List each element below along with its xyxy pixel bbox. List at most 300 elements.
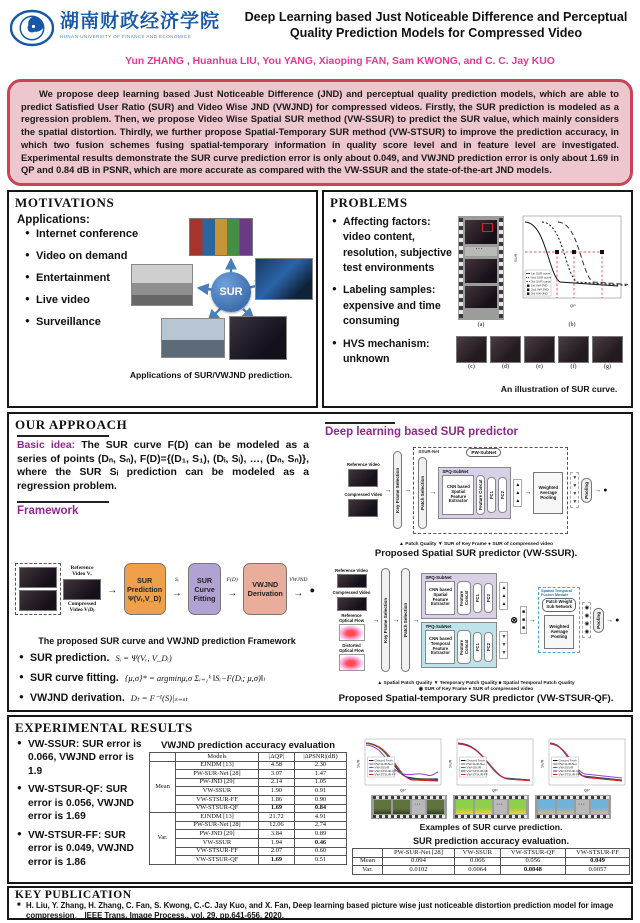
input-item (345, 493, 383, 517)
face-image (490, 336, 521, 363)
table-row (353, 866, 630, 875)
subnet-label: SPQ-SubNet (425, 574, 452, 580)
list-item: ● Entertainment (25, 272, 316, 284)
cell: 0.84 (295, 804, 347, 813)
cell: 0.066 (454, 857, 500, 866)
reference-video-input (63, 565, 101, 614)
divider (17, 501, 109, 503)
key-frame-sur-column (570, 472, 579, 508)
problems-list (332, 215, 454, 367)
results-bullets (17, 738, 145, 869)
legend-entry: 1st VW-JND (531, 283, 548, 288)
input-item (333, 614, 371, 641)
roi-box (482, 223, 493, 232)
axis-label: SUR (539, 759, 545, 768)
diagram-legend: ▲ Patch Quality ▼ SUR of Key Frame ● SUR of compressed video (399, 542, 553, 547)
legend-entry: 2nd SUR curve (531, 275, 552, 280)
output-dot-icon (310, 580, 315, 598)
university-logo (10, 6, 220, 50)
authors-line: Yun ZHANG , Huanhua LIU, You YANG, Xiaoping FAN, Sam KWONG, and C. C. Jay KUO (125, 56, 555, 67)
cnn-temporal-extractor: CNN based Temporal Feature Extractor (425, 630, 455, 664)
table-row (150, 795, 347, 804)
legend-entry: 3rd VW-JND (531, 291, 548, 296)
fc1: FC1 (487, 477, 496, 513)
framework-heading: Framework (17, 504, 79, 517)
reference-text: H. Liu, Y. Zhang, H. Zhang, C. Fan, S. Kwong, C.-C. Jay Kuo, and X. Fan, Deep learning based picture wise just noticeable distortion prediction model for image compression (26, 901, 614, 921)
legend-entry: 2nd VW-JND (531, 287, 549, 292)
framework-diagram (15, 546, 315, 632)
inputs (345, 463, 383, 516)
problems-section (322, 190, 633, 408)
cell: PW-SUR-Net [28] (176, 821, 259, 830)
ssur-net-box (413, 447, 568, 534)
filmstrip (535, 795, 611, 819)
feature-concat: Feature Concat (457, 581, 471, 615)
bullet-label: SUR prediction. (30, 652, 110, 664)
weighted-average-pooling: Weighted Average Pooling (533, 472, 563, 514)
reference (17, 901, 623, 921)
diagram-caption: Proposed Spatial SUR predictor (VW-SSUR). (374, 548, 578, 559)
arrow-right-icon (372, 617, 379, 624)
motivations-section (7, 190, 318, 408)
fc1: FC1 (473, 632, 482, 662)
filmstrip (453, 795, 529, 819)
key-publication-section (7, 886, 633, 920)
frame (475, 800, 492, 814)
input-label: Compressed Video (344, 492, 383, 497)
group-label: Mean (150, 761, 176, 813)
applications-collage (125, 214, 317, 366)
basic-idea (17, 439, 309, 494)
cell: EJNDM [13] (176, 813, 259, 822)
frame (509, 800, 526, 814)
input-label: Reference Video (335, 567, 368, 573)
face-labels (456, 364, 632, 370)
col-header: |ΔQP| (259, 753, 295, 762)
sur-curve-illustration (456, 212, 632, 408)
cell: 0.0064 (454, 866, 500, 875)
surveillance-image (161, 318, 225, 358)
logo-text (60, 6, 220, 39)
fusion-label: Spatial Temporal Fusion Module (540, 588, 573, 598)
output-dot-icon (615, 617, 619, 624)
cell: 0.0102 (383, 866, 455, 875)
divider (325, 422, 395, 424)
video-thumb (63, 579, 101, 600)
vw-stsur-diagram (333, 561, 620, 679)
results-section (7, 715, 633, 884)
list-item: ● Labeling samples: expensive and time consuming (332, 283, 454, 329)
row-label: Mean (353, 857, 383, 866)
problems-heading: PROBLEMS (330, 195, 408, 210)
subfig-label: (e) (536, 364, 543, 370)
frame (538, 800, 555, 814)
arrow-right-icon (289, 577, 308, 601)
arrow-right-icon (392, 617, 399, 624)
list-item: ● Surveillance (25, 316, 316, 328)
cell: 2.74 (295, 821, 347, 830)
list-item: ● Affecting factors: video content, resolution, subjective test environments (332, 215, 454, 276)
university-name-en: HUNAN UNIVERSITY OF FINANCE AND ECONOMICS (60, 34, 191, 39)
video-frame (465, 220, 497, 244)
table-row (150, 847, 347, 856)
diagram-caption: Proposed Spatial-temporary SUR predictor (VW-STSUR-QF). (338, 693, 614, 704)
col-header: PW-SUR-Net [28] (383, 849, 455, 858)
table-row (150, 856, 347, 865)
arrow-right-icon (429, 489, 436, 496)
table-header-row (353, 849, 630, 858)
pooling-block: Pooling (581, 478, 592, 503)
list-item: ● Video on demand (25, 250, 316, 262)
frame (456, 800, 473, 814)
cell: VW-SSUR (176, 838, 259, 847)
arrow-right-icon (103, 580, 122, 598)
cell: VW-STSUR-FF (176, 795, 259, 804)
cell: VW-STSUR-FF (176, 847, 259, 856)
svg-text:SUR: SUR (513, 253, 518, 262)
cell: 0.60 (295, 847, 347, 856)
output-dot-icon (603, 487, 607, 494)
sur-badge: SUR (211, 272, 251, 312)
diagram-legend: ▲ Spatial Patch Quality ▼ Temporary Patch Quality ■ Spatial Temporal Patch Quality (377, 681, 575, 686)
col-header: VW-STSUR-FF (566, 849, 630, 858)
ellipsis (576, 800, 589, 814)
col-header: VW-STSUR-QF (500, 849, 565, 858)
axis-label: QP (400, 787, 406, 793)
framework-caption: The proposed SUR curve and VWJND prediction Framework (38, 636, 296, 646)
legend-entry: VW-STSUR-QF (558, 769, 581, 773)
arrow-right-icon (384, 487, 391, 494)
sur-table (352, 848, 630, 875)
frame (557, 800, 574, 814)
approach-section (7, 412, 633, 712)
cell: 1.69 (259, 804, 295, 813)
table-row (150, 821, 347, 830)
table-row (150, 804, 347, 813)
frame (427, 800, 444, 814)
legend-entry: 3rd SUR curve (531, 279, 551, 284)
frame (591, 800, 608, 814)
feature-concat: Feature Concat (457, 630, 471, 664)
axis-label: QP (584, 787, 590, 793)
fc2: FC2 (484, 583, 493, 613)
legend-entry: VW-SSUR (374, 765, 390, 770)
input-label: Compressed Video (332, 590, 371, 596)
patch-selection: Patch Selection (418, 457, 427, 529)
list-item: ● HVS mechanism: unknown (332, 337, 454, 368)
cell: 0.46 (295, 838, 347, 847)
cell: 1.47 (295, 770, 347, 779)
results-heading: EXPERIMENTAL RESULTS (15, 720, 193, 735)
list-item: ● Live video (25, 294, 316, 306)
table-row (150, 787, 347, 796)
cell: 0.056 (500, 857, 565, 866)
sur-curve-plot (512, 212, 628, 324)
cell: 0.89 (295, 830, 347, 839)
predictor-heading: Deep learning based SUR predictor (325, 426, 518, 438)
cell: 1.86 (259, 795, 295, 804)
divider (17, 435, 109, 437)
svg-text:QP: QP (570, 303, 576, 308)
feature-concat: Feature Concat (476, 475, 485, 515)
cell: VW-SSUR (176, 787, 259, 796)
sur-examples-block (351, 735, 631, 875)
cell: PW-JND [29] (176, 778, 259, 787)
arrow-right-icon (524, 489, 531, 496)
legend-entry: Ground Truth (466, 758, 485, 763)
video-thumb (337, 574, 367, 588)
cell: 12.06 (259, 821, 295, 830)
cell: 1.94 (259, 838, 295, 847)
basic-idea-text: The SUR curve F(D) can be modeled as a series of points (Dₙ, Sₙ), F(D)={(D₁, S₁), (Dᵢ, Sᵢ), …, (Dₙ, Sₙ)}, where the SUR Sᵢ prediction can be modeled as a regression problem. (17, 440, 310, 493)
patch-quality-column (513, 479, 522, 507)
cell: PW-SUR-Net [28] (176, 770, 259, 779)
input-item (333, 644, 371, 671)
key-frame-selection: Key Frame Selection (381, 568, 390, 672)
table-row (150, 838, 347, 847)
cell: 0.049 (566, 857, 630, 866)
reference-video-label: Reference Video Vᵣ (70, 564, 94, 578)
col-header: Models (176, 753, 259, 762)
applications-label: Applications: (17, 214, 90, 226)
input-label: Reference Video (347, 462, 380, 468)
faces-row (456, 336, 632, 363)
reference-comma: ， (74, 911, 83, 921)
table-row (150, 778, 347, 787)
inputs (333, 569, 371, 672)
subfig-label: (b) (568, 322, 576, 328)
vwjnd-table (149, 752, 347, 865)
col-header: VW-SSUR (454, 849, 500, 858)
cell: PW-JND [29] (176, 830, 259, 839)
table-header-row (150, 753, 347, 762)
arrow-right-icon (606, 617, 613, 624)
figure-caption: Applications of SUR/VWJND prediction. (129, 370, 293, 380)
table-row (150, 770, 347, 779)
fc1: FC1 (473, 583, 482, 613)
arrow-label: VWJND (289, 577, 308, 583)
subfig-label: (f) (570, 364, 577, 370)
bullet-label: SUR curve fitting. (30, 672, 119, 684)
multiply-icon (510, 615, 518, 626)
university-emblem-icon (10, 6, 54, 50)
temporal-quality-column (499, 631, 508, 659)
reference-venue: IEEE Trans. Image Process., vol. 29, pp.641-656, 2020. (84, 911, 284, 921)
key-frame-selection: Key Frame Selection (393, 451, 402, 529)
cnn-spatial-extractor: CNN based Spatial Feature Extractor (425, 581, 455, 615)
formula: {μ,σ}* = argminμ,σ Σᵢ₌₁ᵏ ‖Sᵢ−F(Dᵢ; μ,σ)‖ₗ (124, 673, 265, 683)
formula: Sᵢ = Ψ(Vᵣ, V_Dᵢ) (115, 653, 172, 663)
cell: 21.72 (259, 813, 295, 822)
legend-entry: VW-STSUR-QF (374, 769, 397, 773)
live-studio-image (229, 316, 287, 360)
table-row (353, 857, 630, 866)
cell: 3.84 (259, 830, 295, 839)
legend-entry: PW-SUR-Net (466, 762, 485, 766)
axis-label: SUR (447, 759, 453, 768)
optical-flow-thumb (339, 654, 365, 671)
legend-entry: 1st SUR curve (531, 271, 551, 276)
input-label: Distorted Optical Flow (339, 643, 364, 653)
sur-plot (355, 735, 443, 793)
cell: 4.91 (295, 813, 347, 822)
legend-entry: VW-SSUR (466, 765, 482, 770)
diagram-legend: ◉ SUR of Key Frame ● SUR of compressed video (418, 687, 534, 692)
list-item: ● VW-SSUR: SUR error is 0.066, VWJND error is 1.9 (17, 738, 145, 778)
cell: VW-STSUR-QF (176, 856, 259, 865)
arrow-right-icon (412, 617, 419, 624)
table-row (150, 813, 347, 822)
net-label: SSUR-Net (418, 448, 440, 454)
legend-entry: VW-STSUR-FF (558, 772, 580, 777)
patch-selection: Patch Selection (401, 568, 410, 672)
approach-bullets (19, 652, 317, 712)
basic-idea-label: Basic idea: (17, 440, 76, 451)
table-title: SUR prediction accuracy evaluation. (412, 836, 570, 846)
patch-weight-subnetwork: Patch Weight Sub Network (542, 598, 576, 612)
pw-subnet: PW-SubNet (466, 448, 501, 457)
cell: 0.094 (383, 857, 455, 866)
list-item: ● VW-STSUR-FF: SUR error is 0.049, VWJND error is 1.86 (17, 829, 145, 869)
input-label: Reference Optical Flow (339, 612, 364, 623)
tpq-subnet (421, 622, 497, 668)
cell: 1.69 (259, 856, 295, 865)
legend-entry: Ground Truth (558, 758, 577, 763)
cell: 0.90 (295, 795, 347, 804)
filmstrip (371, 795, 447, 819)
subfig-label: (d) (502, 364, 509, 370)
cell: 0.0048 (500, 866, 565, 875)
table-title: VWJND prediction accuracy evaluation (160, 739, 335, 750)
video-frame (465, 286, 497, 308)
spq-subnet (438, 467, 511, 519)
frame (374, 800, 391, 814)
cell: 2.07 (259, 847, 295, 856)
fusion-module (538, 587, 580, 653)
subnet-stack (421, 573, 508, 668)
cell: EJNDM [13] (176, 761, 259, 770)
sur-prediction-block: SUR Prediction Ψ(Vᵣ,V_D) (124, 563, 166, 615)
arrow-right-icon (168, 577, 187, 601)
cell: 0.0057 (566, 866, 630, 875)
cell: 2.14 (259, 778, 295, 787)
legend-entry: VW-STSUR-QF (466, 769, 489, 773)
video-thumb (337, 597, 367, 611)
subfig-label: (a) (477, 322, 485, 328)
arrow-right-icon (594, 487, 601, 494)
list-item: ● VW-STSUR-QF: SUR error is 0.056, VWJND error is 1.69 (17, 783, 145, 823)
input-item (333, 569, 371, 589)
video-frame (465, 259, 497, 283)
arrow-label: Sᵢ (175, 577, 179, 583)
sur-plot (539, 735, 627, 793)
input-item (345, 463, 383, 487)
fc2: FC2 (498, 477, 507, 513)
vwjnd-derivation-block: VWJND Derivation (243, 563, 287, 615)
sur-plot (447, 735, 535, 793)
legend-entry: VW-STSUR-FF (374, 772, 396, 777)
weighted-average-pooling: Weighted Average Pooling (544, 615, 574, 649)
arrow-right-icon (404, 487, 411, 494)
motivations-heading: MOTIVATIONS (15, 195, 115, 210)
arrow-label: F(D) (226, 577, 238, 583)
spatial-quality-column (499, 582, 508, 610)
input-item (333, 591, 371, 611)
face-image (592, 336, 623, 363)
vwjnd-table-block (149, 739, 347, 865)
legend-entry: VW-SSUR (558, 765, 574, 770)
axis-label: SUR (355, 759, 361, 768)
cell: 4.58 (259, 761, 295, 770)
video-on-demand-image (189, 218, 253, 256)
video-filmstrip (458, 216, 504, 320)
cell: 0.51 (295, 856, 347, 865)
key-publication-heading: KEY PUBLICATION (15, 889, 132, 901)
list-item (19, 652, 317, 664)
abstract-text: We propose deep learning based Just Noticeable Difference (JND) and perceptual quality prediction models, which are able to predict Satisfied User Ratio (SUR) and Video Wise JND (VWJND) for compressed videos. Firstly, the SUR prediction is modeled as a regression problem. Then, we propose Video Wise Spatial SUR method (VW-SSUR) to predict the SUR value, which mainly considers the spatial distortion. Thirdly, we further propose Spatial-Temporary SUR method (VW-STSUR) to improve the prediction accuracy, in which two fusion schemes fusing spatial-temporary information in quality score level and in feature level are investigated. Experimental results demonstrate the SUR curve prediction error is only about 0.049, and VWJND prediction error is only about 1.69 in QP and 0.84 dB in PSNR, which are more accurate as compared with the VW-SSUR and the state-of-the-art JND models. (21, 89, 619, 176)
face-image (456, 336, 487, 363)
legend-entry: VW-STSUR-FF (466, 772, 488, 777)
figure-caption: Examples of SUR curve prediction. (419, 822, 563, 832)
ellipsis-frame (465, 247, 497, 256)
bullet-label: VWJND derivation. (30, 692, 125, 704)
table-row (150, 761, 347, 770)
university-name-cn: 湖南财政经济学院 (60, 10, 221, 32)
row-label: Var. (353, 866, 383, 875)
cell: 1.90 (259, 787, 295, 796)
legend-entry: Ground Truth (374, 758, 393, 763)
temporal-branch (421, 622, 508, 668)
fc2: FC2 (484, 632, 493, 662)
entertainment-image (255, 258, 313, 300)
cell: 2.30 (295, 761, 347, 770)
cnn-spatial-extractor: CNN based Spatial Feature Extractor (442, 475, 474, 515)
col-header: |ΔPSNR|(dB) (295, 753, 347, 762)
example-filmstrips (371, 795, 611, 819)
subfig-label: (c) (468, 364, 475, 370)
compressed-video-set (15, 563, 61, 615)
spq-subnet (421, 573, 497, 619)
list-item (19, 672, 317, 684)
poster-title: Deep Learning based Just Noticeable Difference and Perceptual Quality Prediction Models for Compressed Video (244, 10, 628, 41)
group-label: Var. (150, 813, 176, 865)
subfig-label: (g) (604, 364, 611, 370)
cell: 1.05 (295, 778, 347, 787)
spatial-branch (421, 573, 508, 619)
arrow-right-icon (529, 617, 536, 624)
formula: Dₜ = F⁻¹(S)|ₛ₌ₛₜ (130, 693, 188, 703)
st-quality-column (520, 606, 527, 634)
approach-heading: OUR APPROACH (15, 417, 128, 432)
table-row (150, 830, 347, 839)
sur-table-block (352, 836, 630, 875)
list-item (19, 692, 317, 704)
optical-flow-thumb (339, 624, 365, 641)
video-thumb (348, 469, 378, 487)
face-image (524, 336, 555, 363)
video-thumb (19, 590, 57, 611)
cell: VW-STSUR-QF (176, 804, 259, 813)
legend-entry: PW-SUR-Net (558, 762, 577, 766)
abstract-box (7, 79, 633, 186)
ellipsis (494, 800, 507, 814)
axis-label: QP (492, 787, 498, 793)
cell: 0.91 (295, 787, 347, 796)
subnet-label: TPQ-SubNet (425, 623, 452, 629)
video-thumb (19, 567, 57, 588)
vw-ssur-diagram (345, 440, 608, 540)
video-thumb (348, 499, 378, 517)
